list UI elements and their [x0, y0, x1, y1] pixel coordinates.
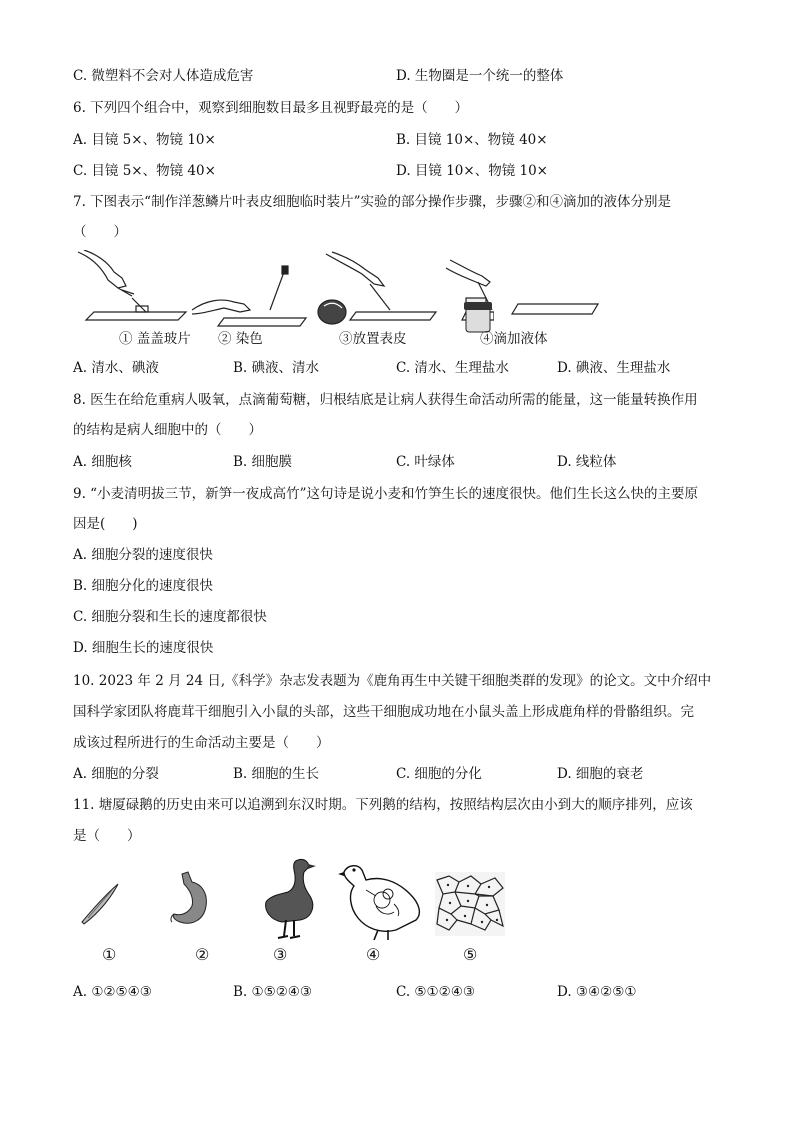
- q11-label-2: ②: [195, 945, 210, 964]
- q11-goose-figure: [258, 856, 320, 942]
- q11-stem-line2: 是（ ）: [73, 828, 141, 844]
- q7-steps-illustration: [74, 250, 494, 330]
- q7-option-c: C. 清水、生理盐水: [396, 360, 509, 376]
- q10-stem-line3: 成该过程所进行的生命活动主要是（ ）: [73, 735, 330, 751]
- q9-option-a: A. 细胞分裂的速度很快: [73, 547, 213, 563]
- q7-caption-2: ② 染色: [218, 331, 263, 347]
- q11-option-c: C. ⑤①②④③: [396, 984, 475, 1000]
- q11-label-5: ⑤: [463, 945, 478, 964]
- q9-option-b: B. 细胞分化的速度很快: [73, 578, 214, 594]
- q6-stem: 6. 下列四个组合中，观察到细胞数目最多且视野最亮的是（ ）: [73, 100, 469, 116]
- q11-option-a: A. ①②⑤④③: [73, 984, 152, 1000]
- q7-caption-4: ④滴加液体: [480, 331, 548, 347]
- q10-option-c: C. 细胞的分化: [396, 766, 482, 782]
- q8-option-c: C. 叶绿体: [396, 454, 455, 470]
- q10-option-b: B. 细胞的生长: [233, 766, 320, 782]
- q8-option-b: B. 细胞膜: [233, 454, 293, 470]
- q6-option-b: B. 目镜 10×、物镜 40×: [396, 132, 548, 148]
- q7-caption-1: ① 盖盖玻片: [119, 331, 191, 347]
- q11-option-d: D. ③④②⑤①: [557, 984, 637, 1000]
- q8-option-d: D. 线粒体: [557, 454, 617, 470]
- step1-cover-slip-illustration: [78, 250, 186, 320]
- step2-stain-illustration: [192, 266, 306, 326]
- q8-stem-line1: 8. 医生在给危重病人吸氧，点滴葡萄糖，归根结底是让病人获得生命活动所需的能量，这一能量转换作用: [73, 392, 698, 408]
- q6-option-d: D. 目镜 10×、物镜 10×: [396, 163, 548, 179]
- q11-stem-line1: 11. 塘厦碌鹅的历史由来可以追溯到东汉时期。下列鹅的结构，按照结构层次由小到大的顺序排列，应该: [73, 797, 693, 813]
- q7-slide-4: [510, 300, 600, 320]
- q11-stomach-figure: [168, 870, 214, 932]
- q6-option-c: C. 目镜 5×、物镜 40×: [73, 163, 216, 179]
- q10-option-a: A. 细胞的分裂: [73, 766, 159, 782]
- q9-option-c: C. 细胞分裂和生长的速度都很快: [73, 609, 267, 625]
- q8-stem-line2: 的结构是病人细胞中的（ ）: [73, 422, 262, 438]
- q9-stem-line2: 因是( ): [73, 516, 138, 532]
- q11-muscle-cell-figure: [78, 880, 122, 926]
- q11-tissue-figure: [435, 872, 505, 936]
- q7-reagent-bottle: [462, 298, 494, 334]
- q9-stem-line1: 9. “小麦清明拔三节，新笋一夜成高竹”这句诗是说小麦和竹笋生长的速度很快。他们生长这么快的主要原: [73, 486, 698, 502]
- q11-label-3: ③: [273, 945, 288, 964]
- q7-option-b: B. 碘液、清水: [233, 360, 320, 376]
- q8-option-a: A. 细胞核: [73, 454, 132, 470]
- q11-label-1: ①: [102, 945, 117, 964]
- q10-stem-line2: 国科学家团队将鹿茸干细胞引入小鼠的头部，这些干细胞成功地在小鼠头盖上形成鹿角样的骨骼组织。完: [73, 704, 694, 720]
- q11-option-b: B. ①⑤②④③: [233, 984, 313, 1000]
- q9-option-d: D. 细胞生长的速度很快: [73, 640, 214, 656]
- q11-label-4: ④: [366, 945, 381, 964]
- q5-option-c: C. 微塑料不会对人体造成危害: [73, 68, 254, 84]
- q11-anatomy-figure: [336, 860, 428, 942]
- step3-place-epidermis-illustration: [318, 252, 436, 324]
- q7-stem-line2: （ ）: [73, 224, 127, 240]
- q5-option-d: D. 生物圈是一个统一的整体: [396, 68, 564, 84]
- q10-stem-line1: 10. 2023 年 2 月 24 日,《科学》杂志发表题为《鹿角再生中关键干细胞类群的发现》的论文。文中介绍中: [73, 673, 712, 689]
- q7-option-d: D. 碘液、生理盐水: [557, 360, 671, 376]
- q10-option-d: D. 细胞的衰老: [557, 766, 644, 782]
- q7-option-a: A. 清水、碘液: [73, 360, 159, 376]
- q7-figure: [74, 250, 494, 330]
- q7-caption-3: ③放置表皮: [339, 331, 407, 347]
- q6-option-a: A. 目镜 5×、物镜 10×: [73, 132, 216, 148]
- q7-stem-line1: 7. 下图表示“制作洋葱鳞片叶表皮细胞临时装片”实验的部分操作步骤，步骤②和④滴加的液体分别是: [73, 194, 671, 210]
